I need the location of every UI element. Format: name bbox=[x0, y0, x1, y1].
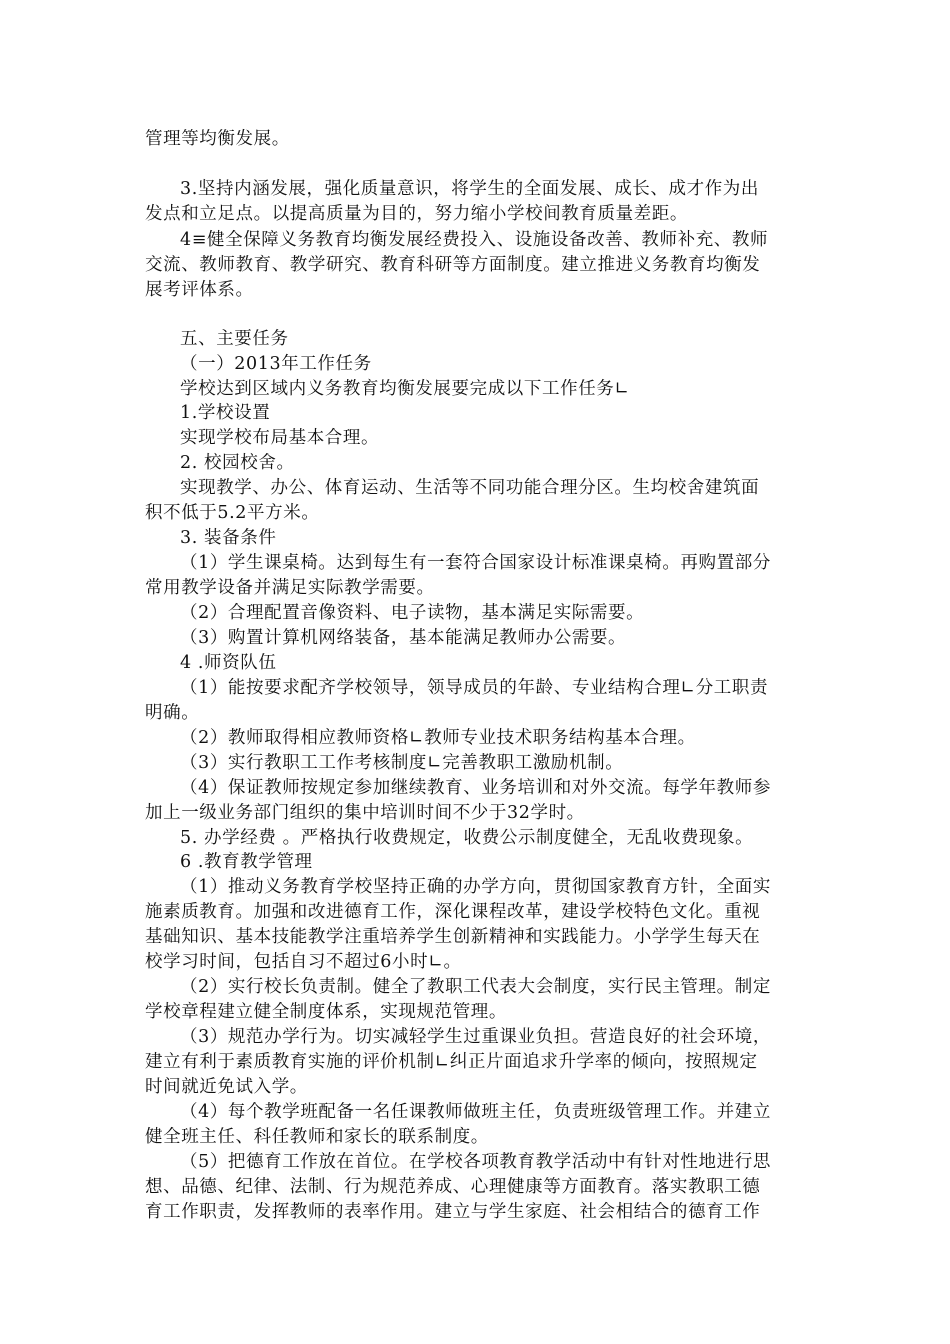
text-line: （5）把德育工作放在首位。在学校各项教育教学活动中有针对性地进行思 bbox=[180, 1152, 771, 1172]
text-line: （2）合理配置音像资料、电子读物，基本满足实际需要。 bbox=[180, 603, 645, 623]
text-line: （3）购置计算机网络装备，基本能满足教师办公需要。 bbox=[180, 628, 627, 648]
text-line: 想、品德、纪律、法制、行为规范养成、心理健康等方面教育。落实教职工德 bbox=[145, 1177, 761, 1197]
text-line: （4）保证教师按规定参加继续教育、业务培训和对外交流。每学年教师参 bbox=[180, 778, 771, 798]
text-line: （4）每个教学班配备一名任课教师做班主任，负责班级管理工作。并建立 bbox=[180, 1102, 771, 1122]
text-line: 常用教学设备并满足实际教学需要。 bbox=[145, 578, 435, 598]
text-line: 加上一级业务部门组织的集中培训时间不少于32学时。 bbox=[145, 803, 585, 823]
item-heading: 3. 装备条件 bbox=[180, 528, 277, 548]
text-line: （2）实行校长负责制。健全了教职工代表大会制度，实行民主管理。制定 bbox=[180, 977, 771, 997]
item-heading: 6 .教育教学管理 bbox=[180, 852, 313, 872]
text-line: 4≡健全保障义务教育均衡发展经费投入、设施设备改善、教师补充、教师 bbox=[180, 230, 769, 250]
text-line: 发点和立足点。以提高质量为目的，努力缩小学校间教育质量差距。 bbox=[145, 204, 688, 224]
text-line: （1）能按要求配齐学校领导，领导成员的年龄、专业结构合理∟分工职责 bbox=[180, 678, 769, 698]
section-heading: 五、主要任务 bbox=[180, 329, 289, 349]
text-line: 健全班主任、科任教师和家长的联系制度。 bbox=[145, 1127, 489, 1147]
text-line: 交流、教师教育、教学研究、教育科研等方面制度。建立推进义务教育均衡发 bbox=[145, 255, 761, 275]
subsection-heading: （一）2013年工作任务 bbox=[180, 354, 372, 374]
text-line: 实现教学、办公、体育运动、生活等不同功能合理分区。生均校舍建筑面 bbox=[180, 478, 760, 498]
text-line: 施素质教育。加强和改进德育工作，深化课程改革，建设学校特色文化。重视 bbox=[145, 902, 761, 922]
text-line: （2）教师取得相应教师资格∟教师专业技术职务结构基本合理。 bbox=[180, 728, 696, 748]
text-line: 5. 办学经费 。严格执行收费规定，收费公示制度健全，无乱收费现象。 bbox=[180, 828, 754, 848]
text-line: （3）规范办学行为。切实减轻学生过重课业负担。营造良好的社会环境， bbox=[180, 1027, 771, 1047]
text-line: （3）实行教职工工作考核制度∟完善教职工激励机制。 bbox=[180, 753, 624, 773]
text-line: 管理等均衡发展。 bbox=[145, 129, 290, 149]
item-heading: 2. 校园校舍。 bbox=[180, 453, 295, 473]
text-line: 基础知识、基本技能教学注重培养学生创新精神和实践能力。小学学生每天在 bbox=[145, 927, 761, 947]
text-line: 育工作职责，发挥教师的表率作用。建立与学生家庭、社会相结合的德育工作 bbox=[145, 1202, 761, 1222]
text-line: 3.坚持内涵发展，强化质量意识，将学生的全面发展、成长、成才作为出 bbox=[180, 179, 759, 199]
text-line: 积不低于5.2平方米。 bbox=[145, 503, 320, 523]
text-line: 实现学校布局基本合理。 bbox=[180, 428, 380, 448]
text-line: 校学习时间，包括自习不超过6小时∟。 bbox=[145, 952, 462, 972]
text-line: 学校章程建立健全制度体系，实现规范管理。 bbox=[145, 1002, 507, 1022]
text-line: 明确。 bbox=[145, 703, 200, 723]
item-heading: 1.学校设置 bbox=[180, 403, 271, 423]
text-line: 学校达到区域内义务教育均衡发展要完成以下工作任务∟ bbox=[180, 379, 630, 399]
text-line: 建立有利于素质教育实施的评价机制∟纠正片面追求升学率的倾向，按照规定 bbox=[145, 1052, 758, 1072]
text-line: （1）学生课桌椅。达到每生有一套符合国家设计标准课桌椅。再购置部分 bbox=[180, 553, 771, 573]
text-line: 时间就近免试入学。 bbox=[145, 1077, 308, 1097]
text-line: （1）推动义务教育学校坚持正确的办学方向，贯彻国家教育方针，全面实 bbox=[180, 877, 771, 897]
text-line: 展考评体系。 bbox=[145, 280, 254, 300]
item-heading: 4 .师资队伍 bbox=[180, 653, 277, 673]
